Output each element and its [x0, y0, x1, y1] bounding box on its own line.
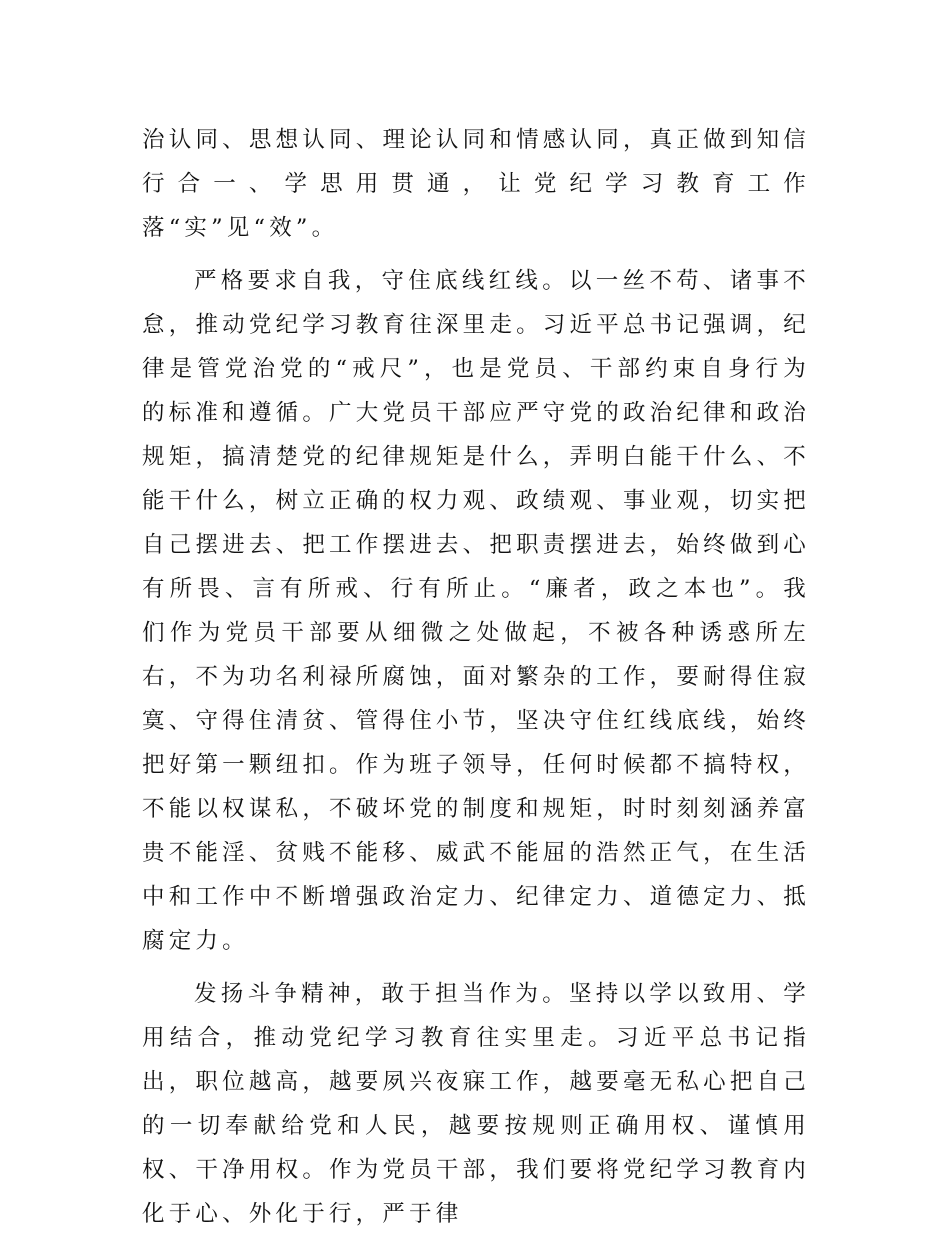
- document-body: [142, 118, 810, 1236]
- paragraph-struggle-spirit: 发扬斗争精神，敢于担当作为。坚持以学以致用、学用结合，推动党纪学习教育往实里走。习近平总书记指出，职位越高，越要夙兴夜寐工作，越要毫无私心把自己的一切奉献给党和人民，越要按规则正确用权、谨慎用权、干净用权。作为党员干部，我们要将党纪学习教育内化于心、外化于行，严于律: [142, 981, 810, 1227]
- paragraph-continuation: 治认同、思想认同、理论认同和情感认同，真正做到知信行合一、学思用贯通，让党纪学习教育工作落“实”见“效”。: [142, 127, 810, 241]
- paragraph-self-discipline: 严格要求自我，守住底线红线。以一丝不苟、诸事不怠，推动党纪学习教育往深里走。习近平总书记强调，纪律是管党治党的“戒尺”，也是党员、干部约束自身行为的标准和遵循。广大党员干部应严守党的政治纪律和政治规矩，搞清楚党的纪律规矩是什么，弄明白能干什么、不能干什么，树立正确的权力观、政绩观、事业观，切实把自己摆进去、把工作摆进去、把职责摆进去，始终做到心有所畏、言有所戒、行有所止。“廉者，政之本也”。我们作为党员干部要从细微之处做起，不被各种诱惑所左右，不为功名利禄所腐蚀，面对繁杂的工作，要耐得住寂寞、守得住清贫、管得住小节，坚决守住红线底线，始终把好第一颗纽扣。作为班子领导，任何时候都不搞特权，不能以权谋私，不破坏党的制度和规矩，时时刻刻涵养富贵不能淫、贫贱不能移、威武不能屈的浩然正气，在生活中和工作中不断增强政治定力、纪律定力、道德定力、抵腐定力。: [142, 268, 810, 954]
